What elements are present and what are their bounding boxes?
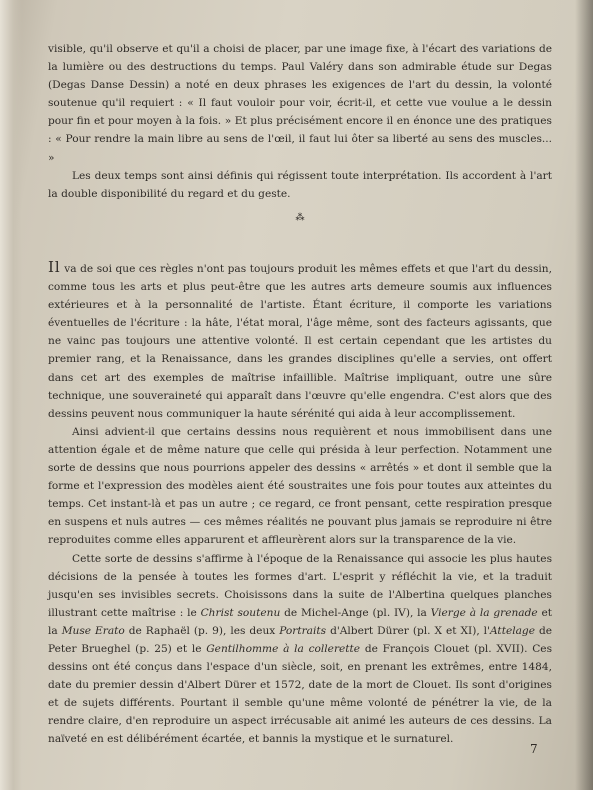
page-edge-shadow <box>575 0 593 790</box>
paragraph-text: va de soi que ces règles n'ont pas toujours produit les mêmes effets et que l'art du dessin, comme tous les arts et plus peut-être que les autres arts demeure soumis aux influences extérieures et à la personnalité de l'artiste. Étant écriture, il comporte les variations éventuelles de l'écriture : la hâte, l'état moral, l'âge même, sont des facteurs agissants, que ne vainc pas toujours une attentive volonté. Il est certain cependant que les artistes du premier rang, et la Renaissance, dans les grandes disciplines qu'elle a servies, ont offert dans cet art des exemples de maîtrise infaillible. Maîtrise impliquant, outre une sûre technique, une souveraineté qui apparaît dans l'œuvre qu'elle engendra. C'est alors que des dessins peuvent nous communiquer la haute sérénité qui aida à leur accomplissement. <box>48 263 552 420</box>
paragraph: visible, qu'il observe et qu'il a choisi de placer, par une image fixe, à l'écart des variations de la lumière ou des destructions du temps. Paul Valéry dans son admirable étude sur Degas (Degas Danse Dessin) a noté en deux phrases les exigences de l'art du dessin, la volonté soutenue qu'il requiert : « Il faut vouloir pour voir, écrit-il, et cette vue voulue a le dessin pour fin et pour moyen à la fois. » Et plus précisément encore il en énonce une des pratiques : « Pour rendre la main libre au sens de l'œil, il faut lui ôter sa liberté au sens des muscles... » <box>48 43 552 164</box>
paragraph: Les deux temps sont ainsi définis qui régissent toute interprétation. Ils accordent à l'art la double disponibilité du regard et du geste. <box>48 169 552 200</box>
paragraph-text: de François Clouet (pl. XVII). Ces dessins ont été conçus dans l'espace d'un siècle, soit, en prenant les extrêmes, entre 1484, date du premier dessin d'Albert Dürer et 1572, date de la mort de Clouet. Ils sont d'origines et de sujets différents. Pourtant il semble qu'une même volonté de pénétrer la vie, de la rendre claire, d'en reproduire un aspect irrécusable ait animé les auteurs de ces dessins. La naïveté en est délibérément écartée, et bannis la mystique et le surnaturel. <box>48 642 553 746</box>
paragraph-text: Cette sorte de dessins s'affirme à l'époque de la Renaissance qui associe les plus hautes décisions de la pensée à toutes les formes d'art. L'esprit y réfléchit la vie, et la traduit jusqu'en ses invisibles secrets. Choisissons dans la suite de l'Albertina quelques planches illustrant cette maîtrise : le <box>48 552 552 619</box>
artwork-title: Gentilhomme à la collerette <box>206 642 361 655</box>
paragraph-text: et la <box>48 606 552 637</box>
artwork-title: Attelage <box>489 624 535 637</box>
paragraph-text: de Michel-Ange (pl. IV), la <box>280 606 431 619</box>
page-gutter <box>0 0 22 790</box>
page-number: 7 <box>530 742 538 756</box>
paragraph <box>48 258 552 423</box>
paragraph: Ainsi advient-il que certains dessins nous requièrent et nous immobilisent dans une attention égale et de même nature que celle qui présida à leur perfection. Notamment une sorte de dessins que nous pourrions appeler des dessins « arrêtés » et dont il semble que la forme et l'expression des modèles aient été soustraites une fois pour toutes aux atteintes du temps. Cet instant-là et pas un autre ; ce regard, ce front pensant, cette respiration presque en suspens et nuls autres — ces mêmes réalités ne pouvant plus jamais se reproduire ni être reproduites comme elles apparurent et affleurèrent alors sur la transparence de la vie. <box>48 425 552 547</box>
paragraph-text: d'Albert Dürer (pl. X et XI), l' <box>326 624 490 637</box>
main-text-block <box>48 258 552 749</box>
top-text-block <box>48 40 552 203</box>
artwork-title: Vierge à la grenade <box>430 606 538 619</box>
section-separator: ⁂ <box>295 213 305 223</box>
drop-cap: Il <box>48 258 61 276</box>
paragraph-text: de Peter Brueghel (p. 25) et le <box>48 624 553 655</box>
artwork-title: Portraits <box>279 624 327 637</box>
artwork-title: Muse Erato <box>61 624 125 637</box>
artwork-title: Christ soutenu <box>200 606 281 619</box>
paragraph-text: de Raphaël (p. 9), les deux <box>124 624 280 637</box>
paragraph <box>48 550 552 749</box>
